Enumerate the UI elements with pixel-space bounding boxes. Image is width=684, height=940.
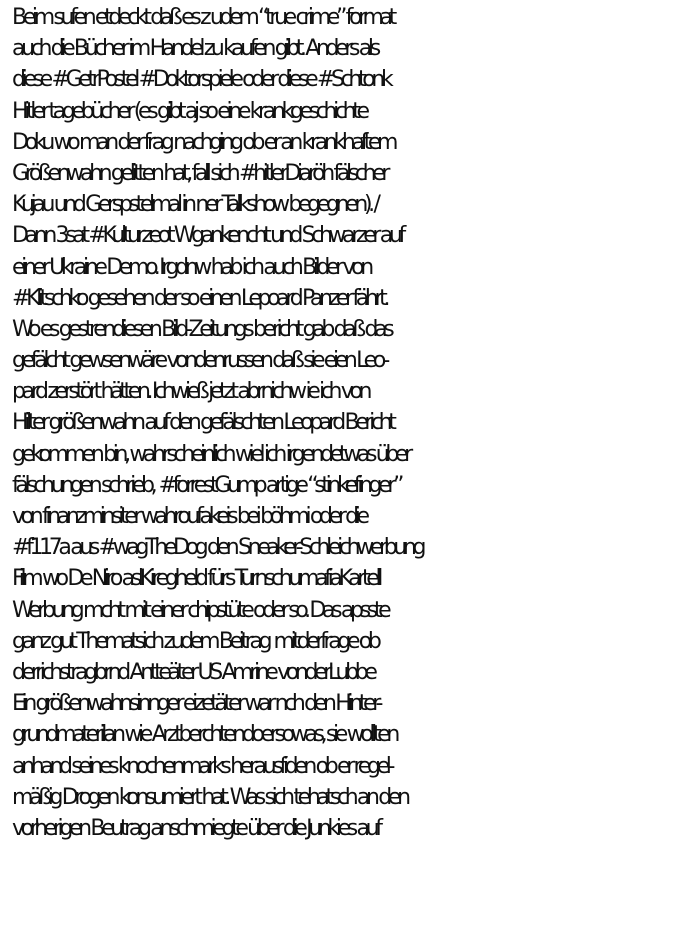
text-line: Wo es gestrendiesen Bild-Zeitungs bericht gab daß das xyxy=(12,316,391,342)
text-line: Werbung mcht mit einer chipstüte oder so. Das apsste xyxy=(12,597,388,623)
text-line: einer Ukraine Demo. Irgdnw hab ich auch Bilder von xyxy=(12,254,370,280)
text-line: von finanzminsiter wahroufakeis bei böhmi oder die xyxy=(12,504,366,529)
text-line: vorherigen Beutrag anschmiegte über die Junkies auf xyxy=(12,815,379,841)
text-line: Doku wo man der frag nachging ob er an krankhaftem xyxy=(12,129,395,155)
text-line: Größenwahn gelitten hat, fall sich #hitlerDiaröh fälscher xyxy=(12,160,387,186)
text-line: Film wo De Niro aslKiregheld fürs TurnschumafiaKartell xyxy=(12,566,379,592)
text-line: mäßig Drogen konsumiert hat. Was sich tehatsch an den xyxy=(12,784,407,810)
text-line: grundmaterilan wie Arztberchtendoersowas, sie wollten xyxy=(12,722,396,748)
text-line: Hitler tagebücher (es gibt aj so eine krankgeschichte xyxy=(12,98,366,124)
text-line: anhand seines knochenmarks herausfiden ob er regel- xyxy=(12,753,392,779)
text-line: gefälcht gewsenwäre vondenrussen daß sie eien Leo- xyxy=(12,348,386,374)
text-line: Kujau und Gerspstelmal in ner Talkshow begegnen). / xyxy=(12,192,377,218)
text-line: #Klitschko gesehen der so einen Lepoard Panzer fährt. xyxy=(12,285,387,311)
body-text xyxy=(12,2,680,844)
text-line: diese #GetrPostel #Doktorspiele oder diese #Schtonk xyxy=(12,67,390,93)
text-line: Beim sufen etdeckt daß es z udem “true crime” format xyxy=(12,5,393,30)
text-line: pard zerstört hätten. Ichwieß jetzt abrnichw ie ich von xyxy=(12,379,369,405)
text-line: Ein größenwahnsinnger eizetäter war nch den Hinter- xyxy=(12,691,380,717)
text-line: derrichstragbrnd Antteäter US Amrine vonderLubbe xyxy=(12,659,374,685)
text-line: gekommen bin, wahrscheinlich wiel ich irgendetwas über xyxy=(12,441,409,467)
text-line: Dann 3sat #Kulturzeot Wgankencht und Schwarzer auf xyxy=(12,223,402,249)
text-line: #f117a aus #wagTheDog den Sneaker-Schleichwerbung xyxy=(12,535,423,561)
text-line: fälschungen schrieb, #forrestGump artige “stinkefinger” xyxy=(12,472,401,498)
text-line: Hilter größenwahn auf den gefälschten Leopard Bericht xyxy=(12,410,393,436)
text-line: auch die Bücher im Handel zu kaufen gibt. Anders als xyxy=(12,36,377,62)
text-line: ganz gut Thematsich zudem Beitrag mitderfrage ob xyxy=(12,628,378,654)
